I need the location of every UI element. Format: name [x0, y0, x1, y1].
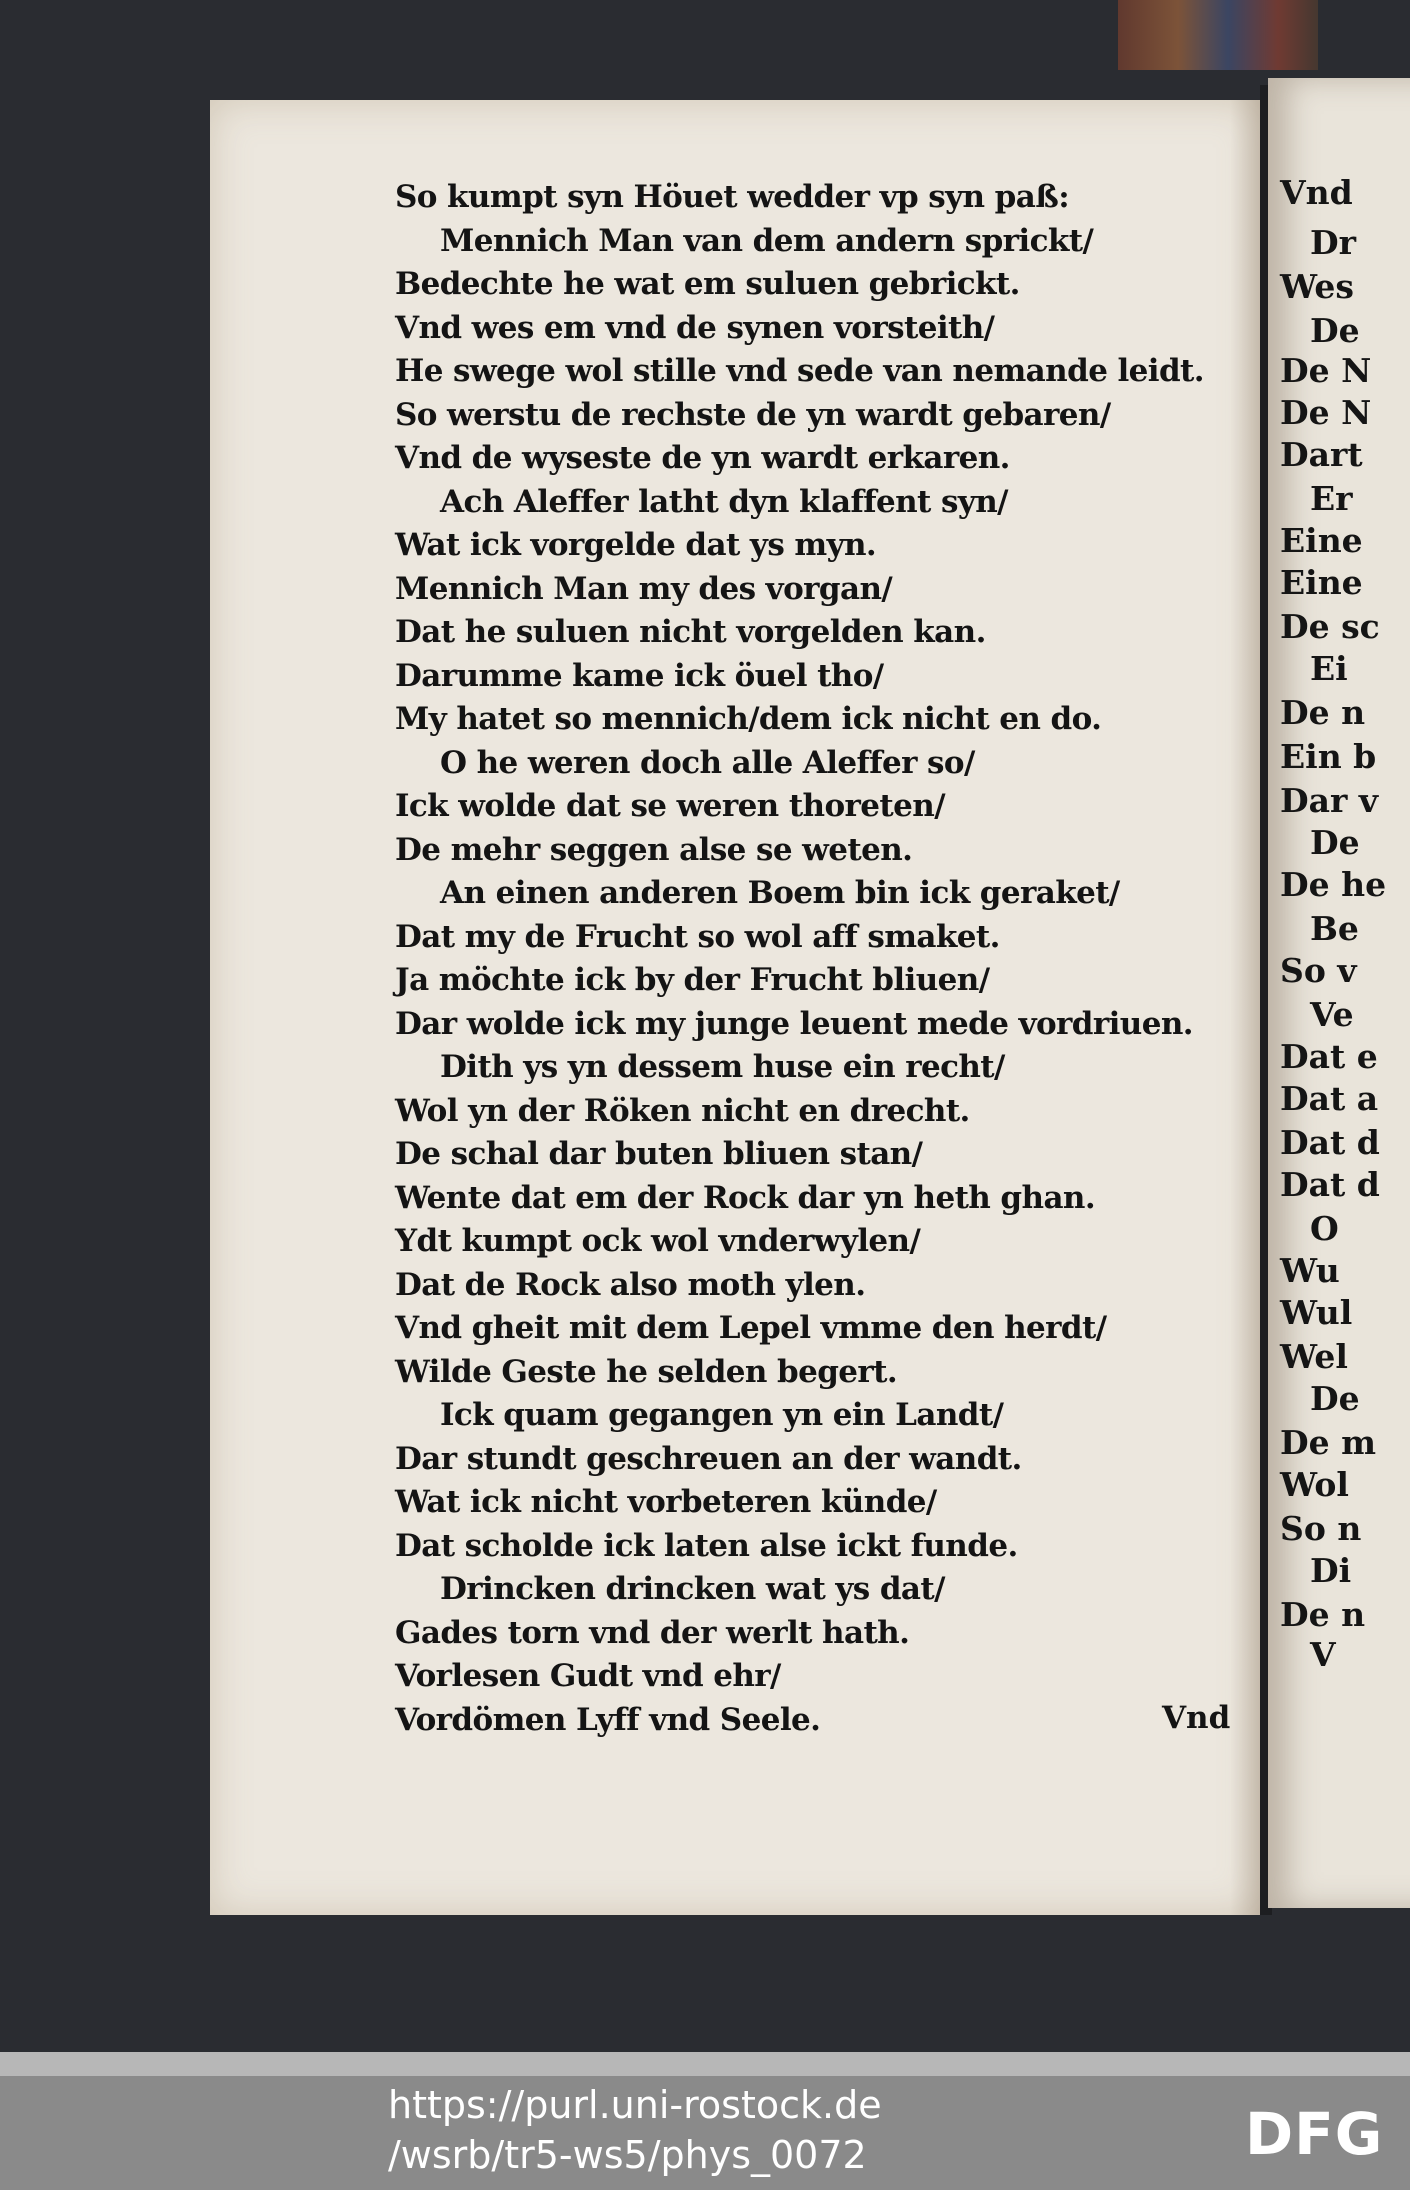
- next-page-fragment: Di: [1310, 1551, 1352, 1590]
- next-page-fragment: De N: [1280, 351, 1372, 390]
- book-edge-ornament: [1118, 0, 1318, 70]
- text-line: Dar wolde ick my junge leuent mede vordriuen.: [395, 1005, 1193, 1042]
- text-line: Ydt kumpt ock wol vnderwylen/: [395, 1223, 921, 1259]
- next-page-fragment: So v: [1280, 951, 1357, 990]
- text-line: Dat he suluen nicht vorgelden kan.: [395, 614, 986, 650]
- catchword: Vnd: [1162, 1700, 1231, 1736]
- text-line: O he weren doch alle Aleffer so/: [440, 744, 975, 781]
- next-page-fragment: Dat d: [1280, 1165, 1380, 1204]
- url-line-1[interactable]: https://purl.uni-rostock.de: [388, 2083, 882, 2127]
- text-line: Bedechte he wat em suluen gebrickt.: [395, 266, 1020, 302]
- next-page-fragment: Ein b: [1280, 737, 1377, 776]
- next-page-fragment: Dat e: [1280, 1037, 1378, 1076]
- next-page-fragment: De m: [1280, 1423, 1377, 1462]
- text-line: Dat my de Frucht so wol aff smaket.: [395, 918, 1000, 955]
- text-line: Vordömen Lyff vnd Seele.: [395, 1701, 821, 1738]
- next-page-fragment: V: [1310, 1635, 1336, 1674]
- text-line: Ja möchte ick by der Frucht bliuen/: [395, 962, 990, 998]
- next-page-fragment: Ve: [1310, 995, 1354, 1034]
- text-line: Dat de Rock also moth ylen.: [395, 1266, 866, 1303]
- next-page-fragment: De he: [1280, 865, 1387, 904]
- next-page-fragment: De: [1310, 823, 1360, 862]
- page-text-block: [395, 176, 1255, 1742]
- text-line: Vnd gheit mit dem Lepel vmme den herdt/: [395, 1310, 1107, 1346]
- next-page-fragment: De n: [1280, 1595, 1366, 1634]
- next-page-fragment: De sc: [1280, 607, 1380, 646]
- next-page-fragment: So n: [1280, 1509, 1362, 1548]
- text-line: Ick quam gegangen yn ein Landt/: [440, 1397, 1004, 1433]
- text-line: Wat ick nicht vorbeteren künde/: [395, 1484, 937, 1520]
- text-line: Ick wolde dat se weren thoreten/: [395, 788, 945, 824]
- text-line: Dat scholde ick laten alse ickt funde.: [395, 1527, 1018, 1564]
- next-page-fragment: Vnd: [1280, 173, 1353, 212]
- text-line: Mennich Man van dem andern sprickt/: [440, 222, 1094, 259]
- next-page-fragment: Eine: [1280, 521, 1363, 560]
- text-line: Vnd wes em vnd de synen vorsteith/: [395, 309, 995, 346]
- text-line: Dith ys yn dessem huse ein recht/: [440, 1049, 1005, 1085]
- text-line: Drincken drincken wat ys dat/: [440, 1571, 945, 1607]
- text-line: Ach Aleffer latht dyn klaffent syn/: [440, 483, 1008, 520]
- text-line: Mennich Man my des vorgan/: [395, 570, 893, 607]
- next-page-fragment: O: [1310, 1209, 1339, 1248]
- text-line: An einen anderen Boem bin ick geraket/: [440, 875, 1120, 911]
- next-page-fragment: De: [1310, 1379, 1360, 1418]
- text-line: Darumme kame ick öuel tho/: [395, 657, 884, 694]
- text-line: So werstu de rechste de yn wardt gebaren/: [395, 396, 1111, 433]
- footer-bar: [0, 2052, 1410, 2190]
- url-line-2[interactable]: /wsrb/tr5-ws5/phys_0072: [388, 2133, 867, 2177]
- text-line: De mehr seggen alse se weten.: [395, 831, 913, 868]
- next-page-fragment: Ei: [1310, 649, 1348, 688]
- book-page-right-partial: [1268, 78, 1410, 1908]
- next-page-fragment: Wel: [1280, 1337, 1348, 1376]
- text-line: Gades torn vnd der werlt hath.: [395, 1614, 910, 1651]
- text-line: So kumpt syn Höuet wedder vp syn paß:: [395, 179, 1070, 215]
- text-line: Dar stundt geschreuen an der wandt.: [395, 1440, 1022, 1477]
- text-line: He swege wol stille vnd sede van nemande leidt.: [395, 353, 1204, 389]
- next-page-fragment: Dar v: [1280, 781, 1379, 820]
- permalink-url[interactable]: [388, 2080, 882, 2180]
- next-page-fragment: Er: [1310, 479, 1353, 518]
- text-line: De schal dar buten bliuen stan/: [395, 1136, 923, 1172]
- next-page-fragment: Dat d: [1280, 1123, 1380, 1162]
- text-line: Wol yn der Röken nicht en drecht.: [395, 1092, 970, 1129]
- dfg-logo: DFG: [1245, 2100, 1384, 2168]
- next-page-fragment: Be: [1310, 909, 1359, 948]
- text-line: Wat ick vorgelde dat ys myn.: [395, 527, 877, 563]
- next-page-fragment: Wol: [1280, 1465, 1349, 1504]
- next-page-fragment: De N: [1280, 393, 1372, 432]
- footer-strip: [0, 2052, 1410, 2076]
- next-page-fragment: Dr: [1310, 223, 1357, 262]
- text-line: Wilde Geste he selden begert.: [395, 1353, 898, 1390]
- next-page-fragment: Eine: [1280, 563, 1363, 602]
- next-page-fragment: Wu: [1280, 1251, 1340, 1290]
- text-line: Vnd de wyseste de yn wardt erkaren.: [395, 440, 1010, 476]
- next-page-fragment: Wes: [1280, 267, 1354, 306]
- next-page-fragment: Dat a: [1280, 1079, 1379, 1118]
- text-line: Vorlesen Gudt vnd ehr/: [395, 1658, 781, 1694]
- text-line: My hatet so mennich/dem ick nicht en do.: [395, 701, 1102, 737]
- next-page-fragment: Dart: [1280, 435, 1363, 474]
- text-line: Wente dat em der Rock dar yn heth ghan.: [395, 1179, 1096, 1216]
- next-page-fragment: Wul: [1280, 1293, 1353, 1332]
- next-page-fragment: De n: [1280, 693, 1366, 732]
- next-page-fragment: De: [1310, 311, 1360, 350]
